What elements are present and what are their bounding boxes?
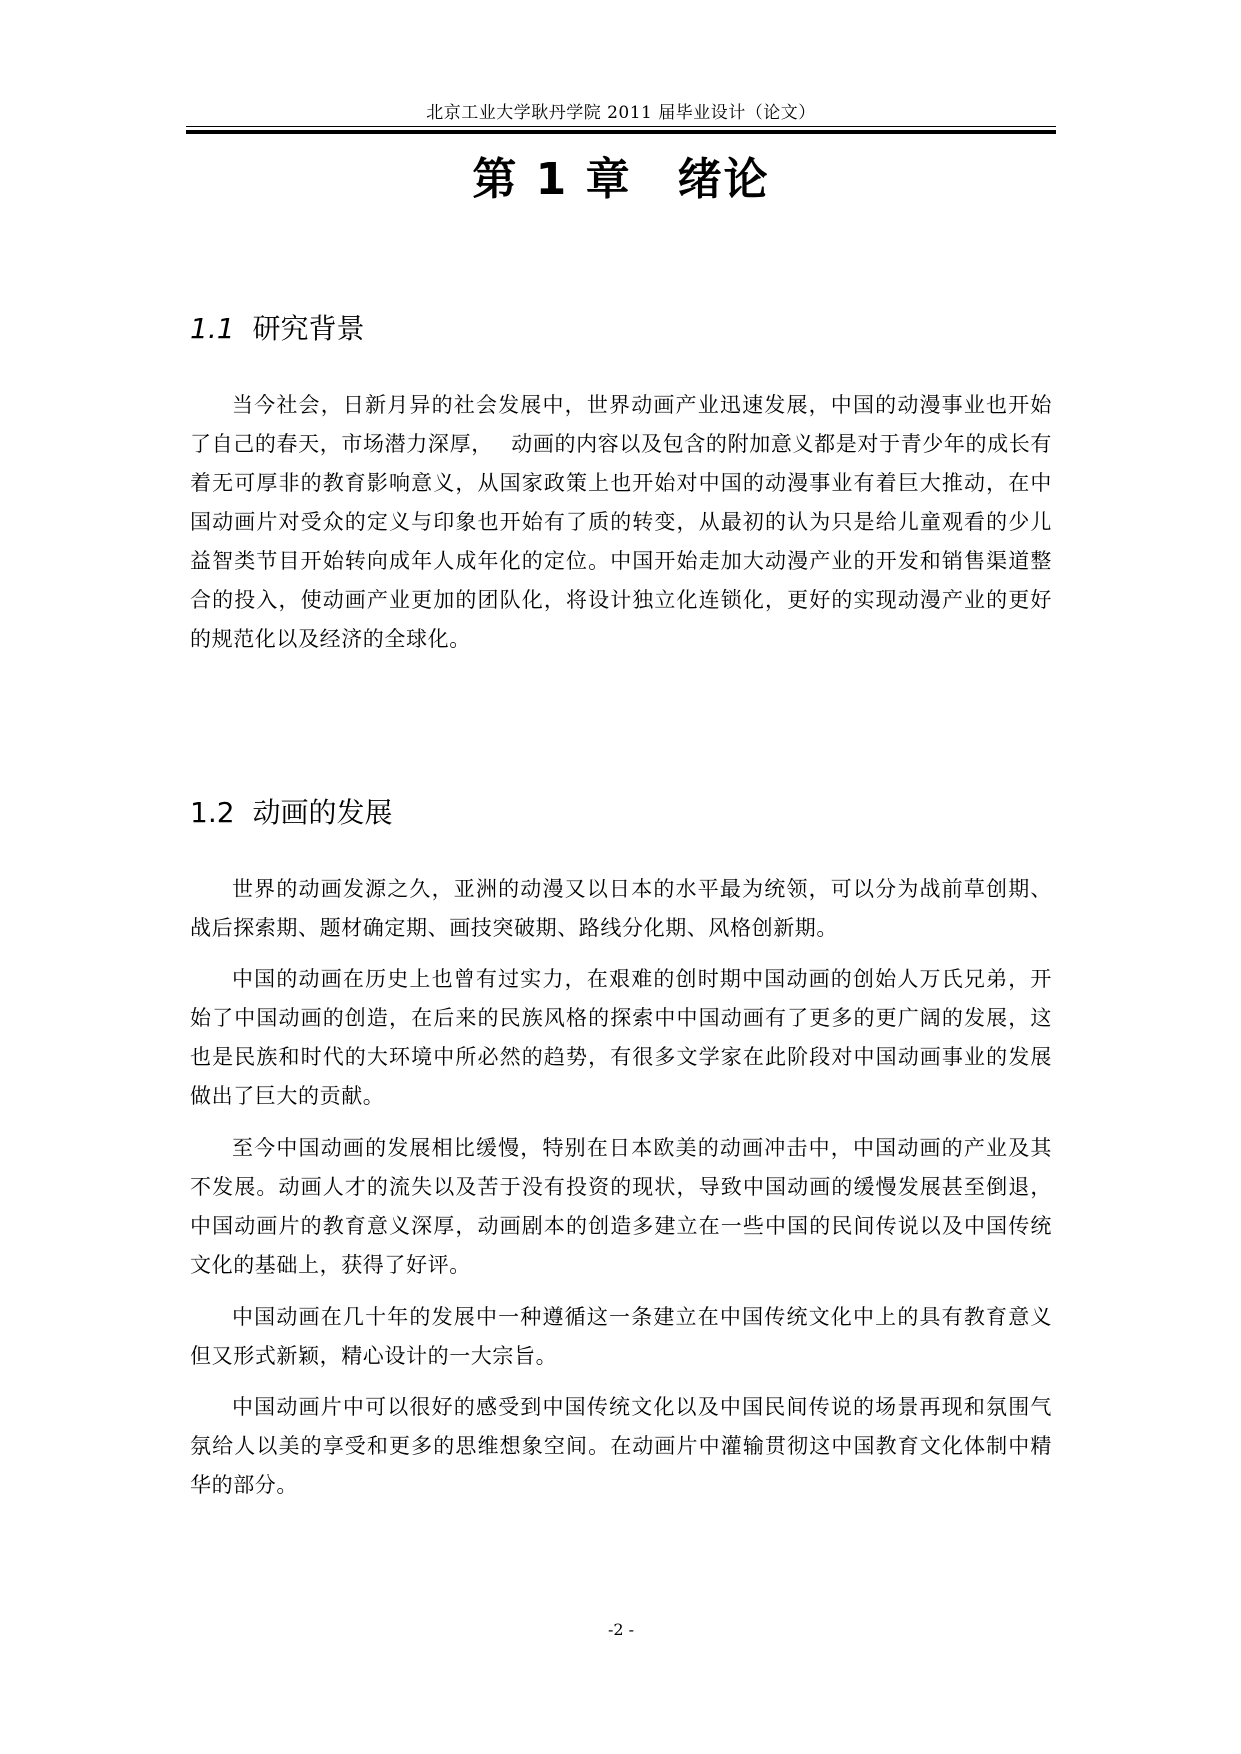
section-number: 1.2 — [190, 796, 235, 829]
paragraph: 当今社会，日新月异的社会发展中，世界动画产业迅速发展，中国的动漫事业也开始了自己的春天，市场潜力深厚， 动画的内容以及包含的附加意义都是对于青少年的成长有着无可厚非的教育影响意义，从国家政策上也开始对中国的动漫事业有着巨大推动，在中国动画片对受众的定义与印象也开始有了质的转变，从最初的认为只是给儿童观看的少儿益智类节目开始转向成年人成年化的定位。中国开始走加大动漫产业的开发和销售渠道整合的投入，使动画产业更加的团队化，将设计独立化连锁化，更好的实现动漫产业的更好的规范化以及经济的全球化。 — [190, 393, 1052, 651]
section-heading-1-1 — [190, 309, 365, 349]
paragraph: 中国动画在几十年的发展中一种遵循这一条建立在中国传统文化中上的具有教育意义但又形式新颖，精心设计的一大宗旨。 — [190, 1305, 1052, 1368]
section-title: 动画的发展 — [252, 796, 393, 829]
section-number: 1.1 — [190, 312, 235, 345]
section-heading-1-2 — [190, 793, 393, 833]
paragraph: 世界的动画发源之久，亚洲的动漫又以日本的水平最为统领，可以分为战前草创期、战后探索期、题材确定期、画技突破期、路线分化期、风格创新期。 — [190, 877, 1052, 940]
section-title: 研究背景 — [252, 312, 365, 345]
running-header: 北京工业大学耿丹学院 2011 届毕业设计（论文） — [426, 103, 816, 123]
paragraph: 中国动画片中可以很好的感受到中国传统文化以及中国民间传说的场景再现和氛围气氛给人以美的享受和更多的思维想象空间。在动画片中灌输贯彻这中国教育文化体制中精华的部分。 — [190, 1395, 1052, 1497]
header-rule-thick — [186, 130, 1056, 134]
paragraph: 至今中国动画的发展相比缓慢，特别在日本欧美的动画冲击中，中国动画的产业及其不发展。动画人才的流失以及苦于没有投资的现状，导致中国动画的缓慢发展甚至倒退，中国动画片的教育意义深厚，动画剧本的创造多建立在一些中国的民间传说以及中国传统文化的基础上，获得了好评。 — [190, 1136, 1052, 1277]
chapter-title: 第 1 章 绪论 — [472, 154, 770, 205]
header-rule-thin — [186, 126, 1056, 127]
paragraph: 中国的动画在历史上也曾有过实力，在艰难的创时期中国动画的创始人万氏兄弟，开始了中国动画的创造，在后来的民族风格的探索中中国动画有了更多的更广阔的发展，这也是民族和时代的大环境中所必然的趋势，有很多文学家在此阶段对中国动画事业的发展做出了巨大的贡献。 — [190, 967, 1052, 1108]
page-number: -2 - — [607, 1620, 635, 1639]
